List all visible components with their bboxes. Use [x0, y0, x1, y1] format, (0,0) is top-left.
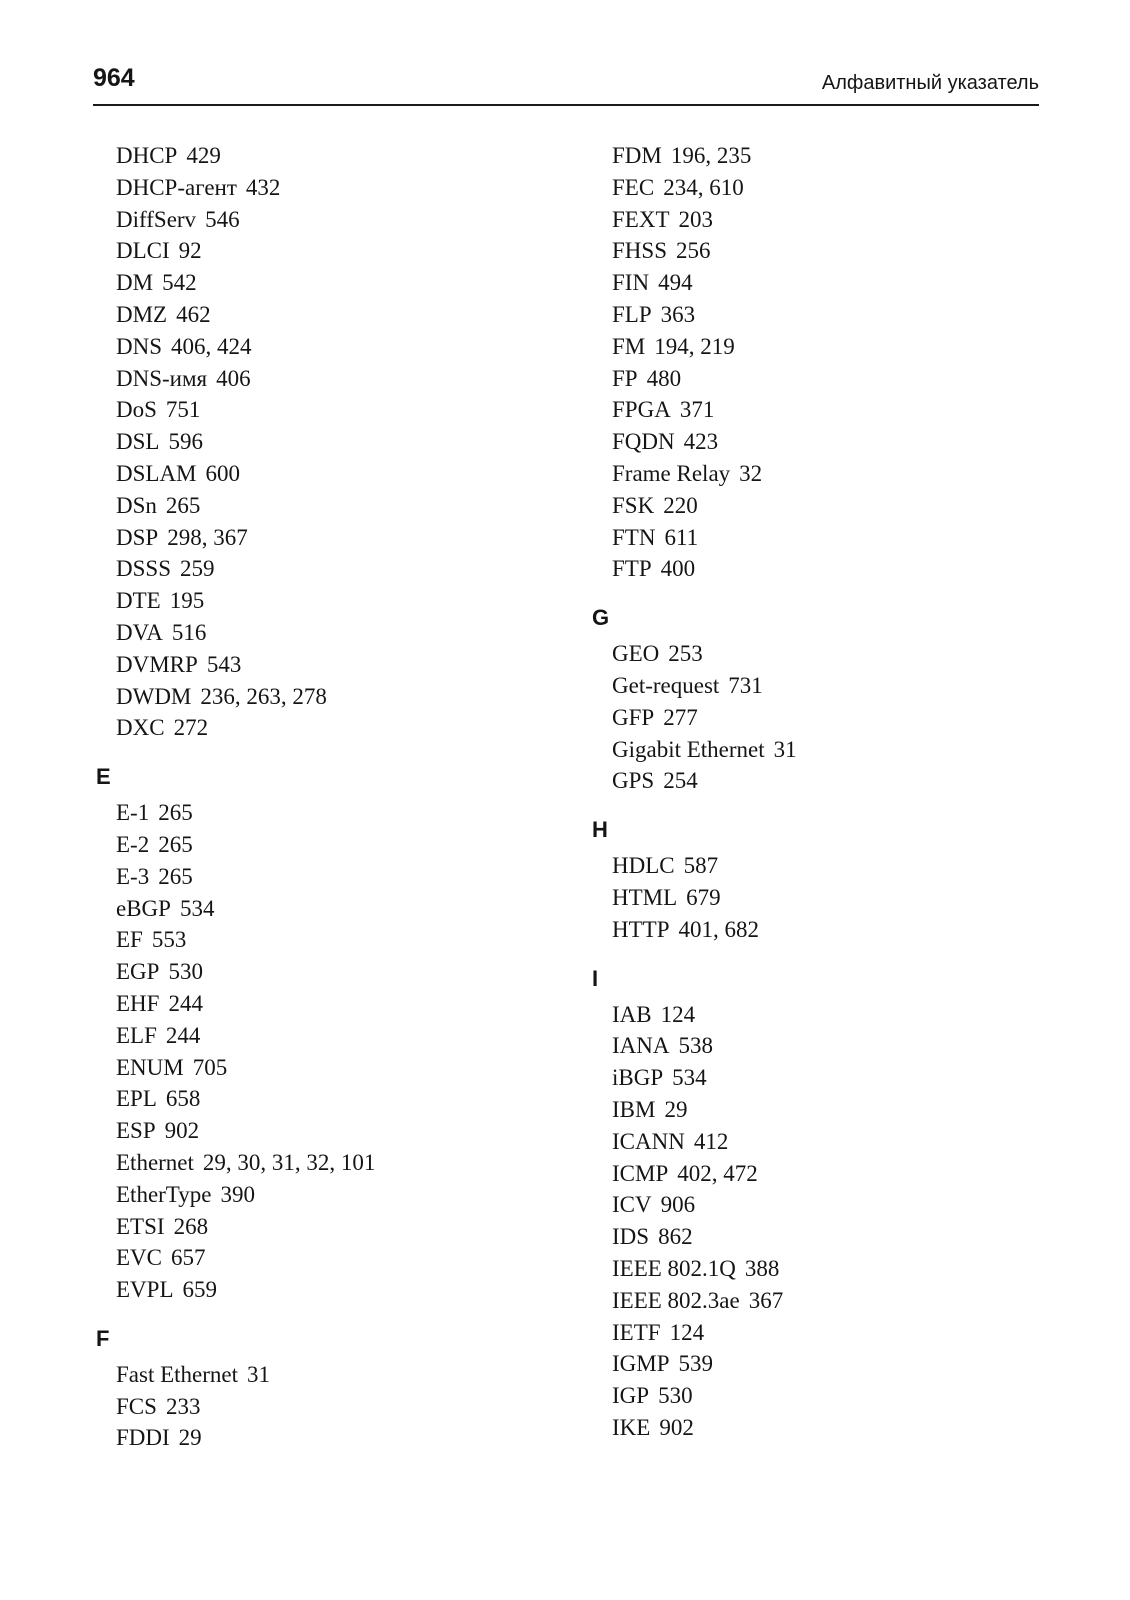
- index-entry-igmp: [592, 1348, 1032, 1380]
- index-term: DSLAM: [116, 460, 197, 486]
- index-term: FTN: [612, 524, 656, 550]
- index-entry-gfp: [592, 702, 1032, 734]
- index-entry-evc: [96, 1242, 566, 1274]
- index-term: ICMP: [612, 1160, 669, 1186]
- letter-heading: E: [96, 764, 111, 790]
- index-entry-dsss: [96, 553, 566, 585]
- page-references: 244: [165, 1022, 201, 1048]
- index-term: DSn: [116, 492, 157, 518]
- index-entry-egp: [96, 956, 566, 988]
- index-entry-enum: [96, 1052, 566, 1084]
- page-references: 401, 682: [678, 916, 759, 942]
- index-section-g: [592, 598, 1032, 797]
- index-entry-epl: [96, 1083, 566, 1115]
- index-term: GEO: [612, 641, 660, 667]
- page-references: 658: [165, 1086, 201, 1112]
- page-references: 534: [179, 895, 215, 921]
- page-references: 195: [169, 588, 205, 614]
- index-term: IBM: [612, 1096, 656, 1122]
- index-entry-ietf: [592, 1317, 1032, 1349]
- page-references: 256: [675, 238, 711, 264]
- index-term: FEC: [612, 174, 655, 200]
- page-references: 587: [683, 853, 719, 879]
- index-term: FPGA: [612, 397, 671, 423]
- index-entry-iab: [592, 999, 1032, 1031]
- page-references: 388: [744, 1255, 780, 1281]
- index-term: DVMRP: [116, 651, 198, 677]
- index-entry-list: [592, 850, 1032, 945]
- page-references: 530: [168, 959, 203, 985]
- index-term: FEXT: [612, 206, 670, 232]
- page-references: 432: [245, 174, 281, 200]
- index-entry-diffserv: [96, 204, 566, 236]
- page-references: 657: [171, 1245, 206, 1271]
- index-term: ESP: [116, 1118, 156, 1144]
- index-term: DXC: [116, 715, 165, 741]
- index-term: ELF: [116, 1022, 157, 1048]
- index-entry-fhss: [592, 235, 1032, 267]
- index-term: DVA: [116, 619, 163, 645]
- page-references: 480: [646, 365, 682, 391]
- index-term: IETF: [612, 1319, 661, 1345]
- index-term: E-1: [116, 800, 150, 826]
- index-term: IANA: [612, 1033, 670, 1059]
- index-section-i: [592, 959, 1032, 1444]
- index-entry-dvmrp: [96, 649, 566, 681]
- index-entry-ftp: [592, 553, 1032, 585]
- index-entry-icann: [592, 1126, 1032, 1158]
- letter-heading: F: [96, 1325, 110, 1351]
- page-references: 539: [678, 1351, 714, 1377]
- index-section-h: [592, 810, 1032, 945]
- page-references: 367: [748, 1287, 784, 1313]
- index-entry-dos: [96, 394, 566, 426]
- index-entry-list: [592, 999, 1032, 1444]
- index-term: FHSS: [612, 238, 667, 264]
- index-term: ICV: [612, 1192, 652, 1218]
- page-references: 92: [178, 238, 202, 264]
- index-entry-ibgp: [592, 1062, 1032, 1094]
- index-entry-fin: [592, 267, 1032, 299]
- letter-heading: H: [592, 817, 608, 843]
- index-entry-http: [592, 914, 1032, 946]
- index-term: DHCP: [116, 143, 178, 168]
- index-entry-icv: [592, 1189, 1032, 1221]
- index-entry-list: [96, 1359, 566, 1454]
- index-term: GPS: [612, 768, 655, 794]
- index-entry-icmp: [592, 1158, 1032, 1190]
- index-column-right: [592, 140, 1032, 1444]
- index-term: FLP: [612, 301, 652, 327]
- page-references: 406, 424: [171, 333, 252, 359]
- index-term: DoS: [116, 397, 157, 423]
- index-term: Fast Ethernet: [116, 1361, 238, 1387]
- page-references: 29: [178, 1425, 202, 1451]
- index-term: DLCI: [116, 238, 170, 264]
- page-references: 600: [205, 460, 241, 486]
- index-term: FDDI: [116, 1425, 170, 1451]
- index-entry-dte: [96, 585, 566, 617]
- index-term: EHF: [116, 990, 160, 1016]
- index-term: IDS: [612, 1224, 650, 1250]
- index-entry-ehf: [96, 988, 566, 1020]
- index-entry-ethertype: [96, 1179, 566, 1211]
- page-references: 731: [728, 672, 763, 698]
- index-entry-esp: [96, 1115, 566, 1147]
- index-section-e: [96, 757, 566, 1306]
- index-term: Get-request: [612, 672, 720, 698]
- index-term: ICANN: [612, 1128, 685, 1154]
- index-entry-dwdm: [96, 681, 566, 713]
- index-term: Ethernet: [116, 1149, 194, 1175]
- page-references: 234, 610: [663, 174, 744, 200]
- index-entry-hdlc: [592, 850, 1032, 882]
- page-references: 530: [658, 1383, 693, 1409]
- index-entry-gigabit-ethernet: [592, 734, 1032, 766]
- index-term: DSSS: [116, 556, 171, 582]
- index-column-left: [96, 140, 566, 1454]
- index-entry-dns-имя: [96, 363, 566, 395]
- page-references: 906: [660, 1192, 696, 1218]
- page-references: 596: [168, 429, 203, 455]
- index-entry-ibm: [592, 1094, 1032, 1126]
- index-term: IKE: [612, 1414, 651, 1440]
- index-entry-dhcp: [96, 140, 566, 172]
- index-entry-geo: [592, 638, 1032, 670]
- index-entry-fcs: [96, 1391, 566, 1423]
- index-term: GFP: [612, 704, 655, 730]
- index-entry-ftn: [592, 522, 1032, 554]
- index-term: DNS-имя: [116, 365, 208, 391]
- index-entry-dsp: [96, 522, 566, 554]
- page-references: 124: [669, 1319, 705, 1345]
- index-term: DWDM: [116, 683, 192, 709]
- index-entry-dmz: [96, 299, 566, 331]
- index-term: FTP: [612, 556, 652, 582]
- index-entry-ieee-802-1q: [592, 1253, 1032, 1285]
- page-references: 423: [683, 429, 719, 455]
- index-term: E-2: [116, 831, 150, 857]
- page-references: 412: [693, 1128, 729, 1154]
- page-references: 29: [664, 1096, 688, 1122]
- index-term: FSK: [612, 492, 655, 518]
- letter-heading: G: [592, 605, 610, 631]
- index-term: FCS: [116, 1393, 157, 1419]
- index-term: FM: [612, 333, 646, 359]
- index-entry-fsk: [592, 490, 1032, 522]
- page-references: 429: [186, 143, 221, 168]
- page-references: 462: [176, 301, 211, 327]
- page-number: 964: [93, 64, 135, 92]
- page-references: 862: [658, 1224, 693, 1250]
- index-entry-fpga: [592, 394, 1032, 426]
- index-term: Gigabit Ethernet: [612, 736, 765, 762]
- page-references: 265: [158, 800, 193, 826]
- index-term: HTTP: [612, 916, 670, 942]
- index-entry-fext: [592, 204, 1032, 236]
- index-term: IEEE 802.1Q: [612, 1255, 736, 1281]
- index-section-continued: [592, 140, 1032, 585]
- page-references: 751: [165, 397, 201, 423]
- index-entry-elf: [96, 1020, 566, 1052]
- page-references: 705: [192, 1054, 228, 1080]
- index-entry-ebgp: [96, 893, 566, 925]
- index-entry-fp: [592, 363, 1032, 395]
- index-entry-igp: [592, 1380, 1032, 1412]
- page-references: 538: [678, 1033, 713, 1059]
- index-term: EVC: [116, 1245, 162, 1271]
- page-references: 902: [164, 1118, 200, 1144]
- index-entry-ike: [592, 1412, 1032, 1444]
- index-term: DiffServ: [116, 206, 197, 232]
- index-term: eBGP: [116, 895, 171, 921]
- page-references: 32: [739, 460, 763, 486]
- index-entry-e-2: [96, 829, 566, 861]
- index-entry-ieee-802-3ae: [592, 1285, 1032, 1317]
- index-entry-list: [592, 140, 1032, 585]
- page-references: 236, 263, 278: [200, 683, 327, 709]
- page-references: 679: [686, 884, 721, 910]
- page-header: [93, 62, 1039, 106]
- index-entry-dslam: [96, 458, 566, 490]
- index-term: FP: [612, 365, 638, 391]
- index-section-continued: [96, 140, 566, 744]
- index-entry-frame-relay: [592, 458, 1032, 490]
- index-term: E-3: [116, 863, 150, 889]
- index-term: EGP: [116, 959, 160, 985]
- index-entry-dlci: [96, 235, 566, 267]
- page-references: 265: [158, 831, 193, 857]
- index-term: DTE: [116, 588, 161, 614]
- page-references: 534: [672, 1065, 707, 1091]
- index-term: IAB: [612, 1001, 652, 1027]
- index-entry-html: [592, 882, 1032, 914]
- index-entry-iana: [592, 1030, 1032, 1062]
- page-references: 543: [206, 651, 242, 677]
- index-term: DSL: [116, 429, 160, 455]
- page-references: 516: [171, 619, 207, 645]
- page-references: 494: [658, 270, 693, 296]
- index-term: iBGP: [612, 1065, 664, 1091]
- index-term: DHCP-агент: [116, 174, 237, 200]
- page-references: 254: [663, 768, 698, 794]
- index-entry-ef: [96, 924, 566, 956]
- page-references: 29, 30, 31, 32, 101: [202, 1149, 376, 1175]
- index-term: ENUM: [116, 1054, 184, 1080]
- page-references: 253: [668, 641, 703, 667]
- index-term: EF: [116, 927, 143, 953]
- index-entry-evpl: [96, 1274, 566, 1306]
- index-entry-etsi: [96, 1211, 566, 1243]
- page-references: 371: [679, 397, 715, 423]
- page-references: 268: [173, 1213, 209, 1239]
- index-entry-fqdn: [592, 426, 1032, 458]
- page-references: 265: [158, 863, 193, 889]
- page-references: 553: [151, 927, 187, 953]
- index-term: FQDN: [612, 429, 675, 455]
- page-references: 611: [664, 524, 699, 550]
- index-entry-get-request: [592, 670, 1032, 702]
- page-references: 31: [247, 1361, 270, 1387]
- index-entry-fddi: [96, 1422, 566, 1454]
- index-term: ETSI: [116, 1213, 165, 1239]
- letter-heading: I: [592, 965, 599, 991]
- page-references: 233: [165, 1393, 201, 1419]
- index-term: DM: [116, 270, 154, 296]
- index-entry-dxc: [96, 712, 566, 744]
- running-head: Алфавитный указатель: [821, 72, 1039, 94]
- page-references: 659: [182, 1277, 217, 1303]
- index-entry-flp: [592, 299, 1032, 331]
- index-entry-ids: [592, 1221, 1032, 1253]
- page-references: 406: [216, 365, 251, 391]
- index-term: EPL: [116, 1086, 157, 1112]
- index-entry-gps: [592, 765, 1032, 797]
- index-entry-fm: [592, 331, 1032, 363]
- index-entry-list: [96, 140, 566, 744]
- index-entry-dva: [96, 617, 566, 649]
- index-entry-dsn: [96, 490, 566, 522]
- index-section-f: [96, 1319, 566, 1454]
- index-entry-fec: [592, 172, 1032, 204]
- page-references: 124: [660, 1001, 696, 1027]
- page-references: 363: [660, 301, 696, 327]
- index-term: FIN: [612, 270, 650, 296]
- page-references: 902: [659, 1414, 694, 1440]
- index-term: Frame Relay: [612, 460, 731, 486]
- page-references: 400: [660, 556, 696, 582]
- index-entry-dsl: [96, 426, 566, 458]
- page-references: 194, 219: [654, 333, 735, 359]
- page-references: 244: [168, 990, 203, 1016]
- index-entry-ethernet: [96, 1147, 566, 1179]
- index-term: EtherType: [116, 1181, 212, 1207]
- index-entry-e-1: [96, 797, 566, 829]
- page-references: 196, 235: [670, 143, 752, 168]
- index-term: DSP: [116, 524, 159, 550]
- index-term: EVPL: [116, 1277, 174, 1303]
- index-entry-dhcp-агент: [96, 172, 566, 204]
- page-references: 542: [162, 270, 197, 296]
- index-entry-list: [592, 638, 1032, 797]
- page-references: 220: [663, 492, 698, 518]
- page-references: 546: [205, 206, 240, 232]
- index-term: FDM: [612, 143, 662, 168]
- index-term: DMZ: [116, 301, 168, 327]
- index-entry-dns: [96, 331, 566, 363]
- page-references: 203: [678, 206, 713, 232]
- index-entry-list: [96, 797, 566, 1306]
- index-entry-fdm: [592, 140, 1032, 172]
- index-term: IGMP: [612, 1351, 670, 1377]
- index-entry-fast-ethernet: [96, 1359, 566, 1391]
- index-term: HTML: [612, 884, 678, 910]
- index-entry-e-3: [96, 861, 566, 893]
- index-term: DNS: [116, 333, 163, 359]
- index-entry-dm: [96, 267, 566, 299]
- page-references: 259: [179, 556, 215, 582]
- page-references: 390: [220, 1181, 255, 1207]
- page-references: 402, 472: [677, 1160, 758, 1186]
- page-references: 298, 367: [167, 524, 248, 550]
- page-references: 265: [165, 492, 201, 518]
- page-references: 31: [773, 736, 797, 762]
- page-references: 272: [173, 715, 209, 741]
- index-term: IEEE 802.3ae: [612, 1287, 740, 1313]
- index-term: IGP: [612, 1383, 650, 1409]
- index-term: HDLC: [612, 853, 675, 879]
- page-references: 277: [663, 704, 698, 730]
